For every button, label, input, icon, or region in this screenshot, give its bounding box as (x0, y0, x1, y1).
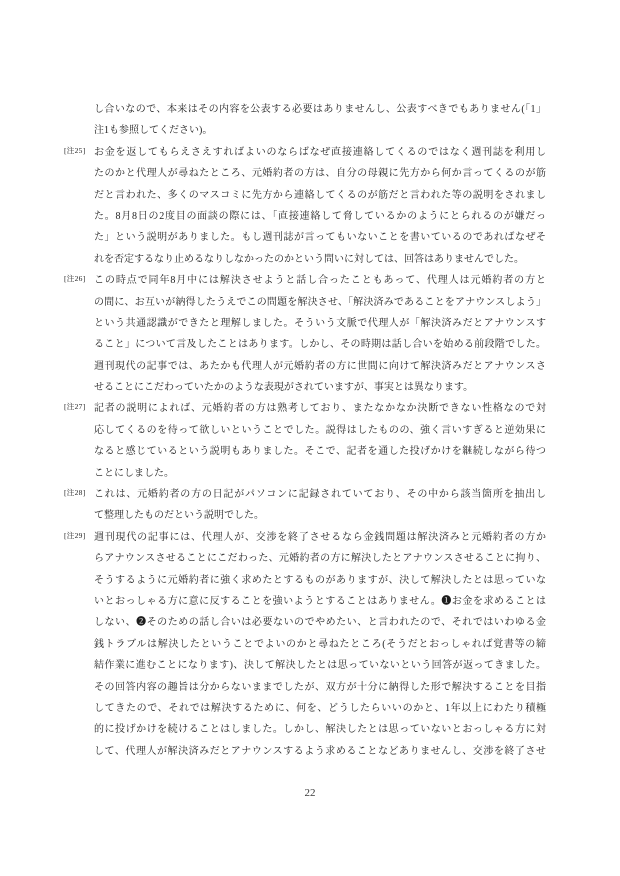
note-marker: [注27] (64, 402, 86, 412)
note-paragraph (64, 484, 546, 527)
text-line: ること」について言及したことはあります。しかし、その時期は話し合いを始める前段階でした。 (94, 339, 546, 351)
text-line: 銭トラブルは解決したということでよいのかと尋ねたところ(そうだとおっしゃれば覚書等の締 (94, 638, 546, 650)
note-paragraph (64, 270, 546, 398)
text-line: 記者の説明によれば、元婚約者の方は熟考しており、またなかなか決断できない性格なので対 (94, 403, 546, 415)
text-line: 注1も参照してください)。 (94, 125, 213, 137)
text-line: た。8月8日の2度目の面談の際には、「直接連絡して脅しているかのようにとられるのが嫌だっ (94, 210, 546, 222)
text-line: して、代理人が解決済みだとアナウンスするよう求めることなどありませんし、交渉を終了させ (94, 745, 546, 757)
text-line: 週刊現代の記事には、代理人が、交渉を終了させるなら金銭問題は解決済みと元婚約者の方か (94, 531, 546, 543)
note-paragraph (64, 142, 546, 270)
text-line: これは、元婚約者の方の日記がパソコンに記録されていており、その中から該当箇所を抽出し (94, 489, 546, 501)
text-line: という共通認識ができたと理解しました。そういう文脈で代理人が「解決済みだとアナウンスす (94, 317, 546, 329)
note-marker: [注26] (64, 274, 86, 284)
text-line: ことにしました。 (94, 467, 174, 479)
text-line: 結作業に進むことになります)、決して解決したとは思っていないという回答が返ってきました。 (94, 660, 546, 672)
text-line: れを否定するなり止めるなりしなかったのかという問いに対しては、回答はありませんでした。 (94, 253, 524, 265)
text-line: しない、❷そのための話し合いは必要ないのでやめたい、と言われたので、それではいわゆる金 (94, 617, 546, 629)
text-line: いとおっしゃる方に意に反することを強いようとすることはありません。❶お金を求めることは (94, 595, 546, 607)
text-line: お金を返してもらえさえすればよいのならばなぜ直接連絡してくるのではなく週刊誌を利用し (94, 146, 546, 158)
note-paragraph (64, 398, 546, 484)
continuation-paragraph (64, 99, 546, 142)
text-line: だと言われた、多くのマスコミに先方から連絡してくるのが筋だと言われた等の説明をされまし (94, 189, 546, 201)
page-number: 22 (304, 787, 316, 799)
note-marker: [注29] (64, 530, 86, 540)
text-line: の間に、お互いが納得したうえでこの問題を解決させ、「解決済みであることをアナウンスしよう」 (94, 296, 546, 308)
text-line: してきたので、それでは解決するために、何を、どうしたらいいのかと、1年以上にわたり積極 (94, 702, 546, 714)
text-line: そうするように元婚約者に強く求めたとするものがありますが、決して解決したとは思っていな (94, 574, 546, 586)
text-line: た」という説明がありました。もし週刊誌が言ってもいないことを書いているのであればなぜそ (94, 232, 546, 244)
note-marker: [注28] (64, 488, 86, 498)
text-line: 応してくるのを待って欲しいということでした。説得はしたものの、強く言いすぎると逆効果に (94, 424, 546, 436)
document-body (64, 99, 546, 762)
text-line: し合いなので、本来はその内容を公表する必要はありませんし、公表すべきでもありません(「1」 (94, 104, 546, 115)
note-marker: [注25] (64, 145, 86, 155)
text-line: その回答内容の趣旨は分からないままでしたが、双方が十分に納得した形で解決することを目指 (94, 681, 546, 693)
text-line: せることにこだわっていたかのような表現がされていますが、事実とは異なります。 (94, 382, 474, 394)
text-line: 週刊現代の記事では、あたかも代理人が元婚約者の方に世間に向けて解決済みだとアナウンスさ (94, 360, 546, 372)
text-line: て整理したものだという説明でした。 (94, 510, 264, 522)
text-line: らアナウンスさせることにこだわった、元婚約者の方に解決したとアナウンスさせることに拘り、 (94, 553, 546, 565)
text-line: たのかと代理人が尋ねたところ、元婚約者の方は、自分の母親に先方から何か言ってくるのが筋 (94, 168, 546, 180)
note-paragraph (64, 527, 546, 762)
text-line: なると感じているという説明もありました。そこで、記者を通した投げかけを継続しながら待つ (94, 446, 546, 458)
text-line: この時点で同年8月中には解決させようと話し合ったこともあって、代理人は元婚約者の方と (94, 275, 546, 287)
text-line: 的に投げかけを続けることはしました。しかし、解決したとは思っていないとおっしゃる方に対 (94, 724, 546, 736)
